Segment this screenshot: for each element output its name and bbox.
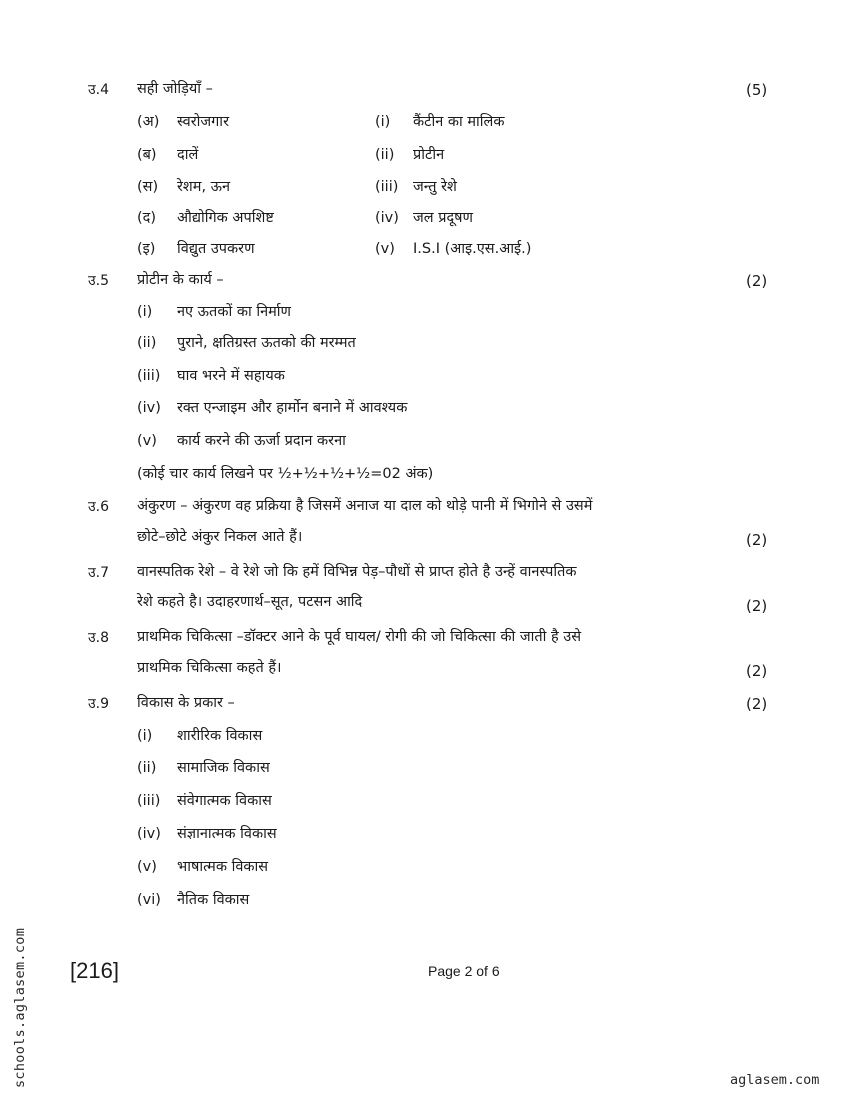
answer-line: वानस्पतिक रेशे – वे रेशे जो कि हमें विभिन्न पेड़–पौधों से प्राप्त होते है उन्हें वानस्पतिक <box>137 564 577 580</box>
side-watermark: schools.aglasem.com <box>12 927 28 1088</box>
question-number: उ.4 <box>88 82 110 98</box>
marks: (2) <box>746 272 768 290</box>
question-heading: सही जोड़ियाँ – <box>137 81 213 97</box>
marks: (5) <box>746 81 768 99</box>
pair-left-text: औद्योगिक अपशिष्ट <box>177 210 274 226</box>
marks: (2) <box>746 531 768 549</box>
corner-watermark: aglasem.com <box>730 1072 820 1088</box>
question-number: उ.8 <box>88 630 110 646</box>
pair-left-text: स्वरोजगार <box>177 114 229 130</box>
pair-right-label: (iii) <box>375 179 399 195</box>
list-item-label: (ii) <box>137 760 157 776</box>
pair-left-text: विद्युत उपकरण <box>177 241 255 257</box>
list-item: भाषात्मक विकास <box>177 859 269 875</box>
question-number: उ.9 <box>88 696 110 712</box>
answer-line: प्राथमिक चिकित्सा कहते हैं। <box>137 660 282 676</box>
paper-code: [216] <box>70 958 119 983</box>
list-item-label: (iii) <box>137 793 161 809</box>
pair-left-label: (द) <box>137 210 157 226</box>
pair-right-text: प्रोटीन <box>413 147 445 163</box>
list-item: रक्त एन्जाइम और हार्मोन बनाने में आवश्यक <box>177 400 408 416</box>
pair-left-label: (अ) <box>137 114 160 130</box>
list-item: शारीरिक विकास <box>177 728 263 744</box>
pair-right-text: कैंटीन का मालिक <box>413 114 505 130</box>
page-number: Page 2 of 6 <box>428 963 500 979</box>
pair-right-label: (iv) <box>375 210 399 226</box>
marking-note: (कोई चार कार्य लिखने पर ½+½+½+½=02 अंक) <box>137 466 434 482</box>
answer-line: रेशे कहते है। उदाहरणार्थ–सूत, पटसन आदि <box>137 594 363 610</box>
answer-line: प्राथमिक चिकित्सा –डॉक्टर आने के पूर्व घायल/ रोगी की जो चिकित्सा की जाती है उसे <box>137 629 582 645</box>
list-item-label: (i) <box>137 304 153 320</box>
list-item-label: (ii) <box>137 335 157 351</box>
list-item-label: (v) <box>137 433 157 449</box>
list-item-label: (vi) <box>137 892 161 908</box>
list-item: नए ऊतकों का निर्माण <box>177 304 292 320</box>
list-item-label: (iv) <box>137 826 161 842</box>
pair-left-text: रेशम, ऊन <box>177 179 231 195</box>
question-number: उ.6 <box>88 499 110 515</box>
pair-left-label: (स) <box>137 179 159 195</box>
list-item-label: (iv) <box>137 400 161 416</box>
pair-right-label: (i) <box>375 114 391 130</box>
pair-right-text: जन्तु रेशे <box>413 179 457 195</box>
question-heading: प्रोटीन के कार्य – <box>137 272 224 288</box>
pair-left-text: दालें <box>177 147 199 163</box>
pair-right-label: (v) <box>375 241 395 257</box>
question-number: उ.5 <box>88 273 110 289</box>
list-item-label: (i) <box>137 728 153 744</box>
list-item: घाव भरने में सहायक <box>177 368 285 384</box>
list-item-label: (iii) <box>137 368 161 384</box>
question-heading: विकास के प्रकार – <box>137 695 235 711</box>
pair-left-label: (ब) <box>137 147 157 163</box>
pair-left-label: (इ) <box>137 241 156 257</box>
list-item-label: (v) <box>137 859 157 875</box>
marks: (2) <box>746 662 768 680</box>
pair-right-label: (ii) <box>375 147 395 163</box>
list-item: सामाजिक विकास <box>177 760 270 776</box>
list-item: संवेगात्मक विकास <box>177 793 272 809</box>
pair-right-text: I.S.I (आइ.एस.आई.) <box>413 241 532 257</box>
pair-right-text: जल प्रदूषण <box>413 210 474 226</box>
marks: (2) <box>746 597 768 615</box>
answer-line: छोटे–छोटे अंकुर निकल आते हैं। <box>137 529 303 545</box>
list-item: पुराने, क्षतिग्रस्त ऊतको की मरम्मत <box>177 335 356 351</box>
answer-line: अंकुरण – अंकुरण वह प्रक्रिया है जिसमें अनाज या दाल को थोड़े पानी में भिगोने से उसमें <box>137 498 593 514</box>
list-item: कार्य करने की ऊर्जा प्रदान करना <box>177 433 346 449</box>
marks: (2) <box>746 695 768 713</box>
list-item: संज्ञानात्मक विकास <box>177 826 277 842</box>
list-item: नैतिक विकास <box>177 892 250 908</box>
question-number: उ.7 <box>88 565 110 581</box>
